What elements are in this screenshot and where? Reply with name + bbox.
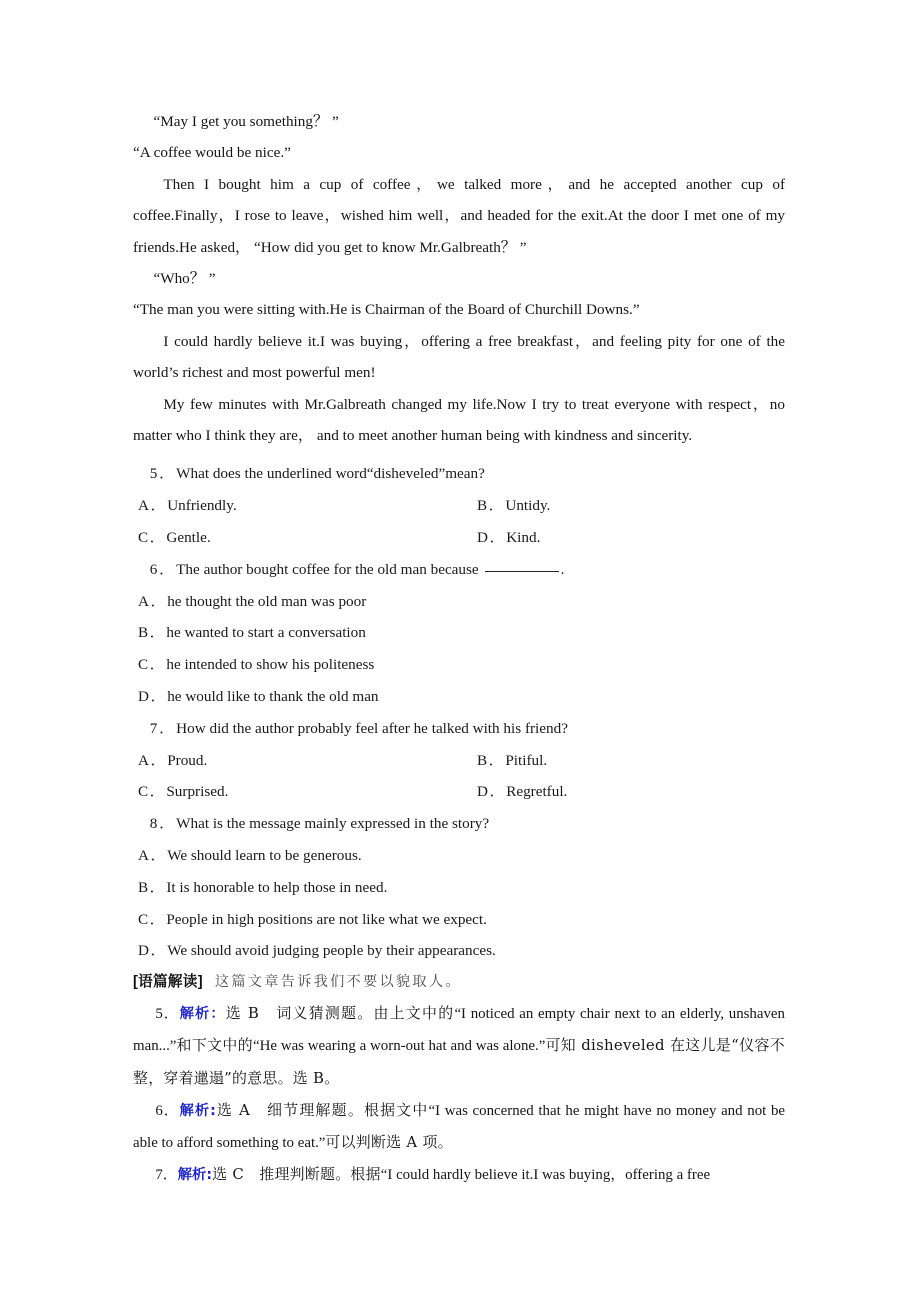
- option-text: Kind.: [506, 529, 541, 547]
- question-block-8: [133, 808, 785, 967]
- option-a[interactable]: [133, 490, 477, 522]
- passage-line: “May I get you something？ ”: [153, 113, 339, 130]
- option-text: Regretful.: [506, 783, 568, 801]
- option-letter: B．: [138, 878, 167, 896]
- explanation-quote-1: “I could hardly believe it.I was buying，offering a free: [380, 1167, 711, 1184]
- question-stem: [133, 713, 785, 745]
- option-d[interactable]: [133, 935, 785, 967]
- option-text: We should avoid judging people by their appearances.: [167, 942, 496, 960]
- explanation-tail: 可知 disheveled 在这儿是“仪容不整，穿着邋遢”的意思。选 B。: [133, 1036, 785, 1087]
- explanation-7: [133, 1159, 785, 1191]
- option-letter: C．: [138, 783, 167, 801]
- option-row: [133, 776, 785, 808]
- option-text: he would like to thank the old man: [167, 688, 379, 706]
- question-text: How did the author probably feel after he talked with his friend?: [176, 719, 568, 737]
- option-letter: B．: [477, 497, 506, 515]
- option-b[interactable]: [133, 617, 785, 649]
- option-letter: A．: [138, 847, 168, 865]
- option-text: Untidy.: [505, 497, 551, 515]
- option-b[interactable]: [133, 872, 785, 904]
- explanation-quote-1: “I was concerned that he might have no money and not be able to afford something to eat.”: [133, 1102, 785, 1152]
- passage-analysis-line: [133, 967, 785, 998]
- question-number: 5．: [149, 465, 177, 483]
- passage-line: “The man you were sitting with.He is Chairman of the Board of Churchill Downs.”: [133, 301, 640, 319]
- option-text: Gentle.: [166, 529, 211, 547]
- document-page: [133, 0, 785, 1302]
- explanation-number: 5．: [155, 1006, 180, 1023]
- option-text: We should learn to be generous.: [167, 847, 362, 865]
- option-letter: C．: [138, 910, 167, 928]
- explanation-number: 7．: [155, 1167, 178, 1184]
- option-a[interactable]: [133, 586, 785, 618]
- option-letter: B．: [138, 624, 167, 642]
- explanation-answer: 选 C 推理判断题。根据: [212, 1165, 381, 1184]
- explanation-6: [133, 1095, 785, 1159]
- question-text: The author bought coffee for the old man because: [176, 560, 479, 578]
- question-stem-tail: .: [560, 560, 565, 578]
- option-letter: D．: [138, 942, 168, 960]
- option-letter: A．: [138, 751, 168, 769]
- option-text: Proud.: [167, 751, 208, 769]
- question-number: 6．: [149, 560, 177, 578]
- option-row: [133, 745, 785, 777]
- explanation-5: [133, 998, 785, 1095]
- option-a[interactable]: [133, 745, 477, 777]
- question-number: 8．: [149, 815, 177, 833]
- question-block-7: [133, 713, 785, 808]
- answer-blank[interactable]: [485, 571, 559, 572]
- explanation-quote-2: “He was wearing a worn-out hat and was alone.”: [253, 1038, 546, 1055]
- explanation-label: 解析:: [177, 1167, 213, 1184]
- passage-line: Then I bought him a cup of coffee，we talked more，and he accepted another cup of coffee.Finally，I rose to leave，wished him well，and headed for the exit.At the door I met one of my friends.He asked， “How did you get to know Mr.Galbreath？ ”: [133, 175, 785, 256]
- explanation-mid: 和下文中的: [176, 1036, 254, 1055]
- question-stem: [133, 554, 785, 586]
- option-c[interactable]: [133, 522, 477, 554]
- option-letter: B．: [477, 751, 506, 769]
- option-c[interactable]: [133, 776, 477, 808]
- question-stem: [133, 458, 785, 490]
- option-text: It is honorable to help those in need.: [166, 878, 388, 896]
- option-text: Pitiful.: [505, 751, 548, 769]
- passage-analysis-text: 这篇文章告诉我们不要以貌取人。: [214, 974, 462, 991]
- passage-analysis-tag: [语篇解读]: [133, 974, 203, 991]
- question-block-5: [133, 458, 785, 553]
- explanation-answer: 选 A 细节理解题。根据文中: [215, 1100, 429, 1119]
- explanation-tail: 可以判断选 A 项。: [325, 1133, 453, 1152]
- option-d[interactable]: [477, 522, 540, 554]
- explanation-answer: 选 B 词义猜测题。由上文中的: [225, 1004, 455, 1023]
- option-b[interactable]: [477, 745, 547, 777]
- option-c[interactable]: [133, 904, 785, 936]
- passage-line: My few minutes with Mr.Galbreath changed my life.Now I try to treat everyone with respect，no matter who I think they are， and to meet another human being with kindness and sincerity.: [133, 395, 785, 445]
- question-text: What does the underlined word“disheveled”mean?: [176, 465, 485, 483]
- explanation-label: 解析：: [179, 1006, 226, 1023]
- option-letter: A．: [138, 497, 168, 515]
- option-letter: D．: [477, 529, 507, 547]
- option-d[interactable]: [133, 681, 785, 713]
- option-d[interactable]: [477, 776, 567, 808]
- option-row: [133, 522, 785, 554]
- option-text: People in high positions are not like what we expect.: [166, 910, 487, 928]
- option-a[interactable]: [133, 840, 785, 872]
- question-number: 7．: [149, 719, 177, 737]
- option-text: he wanted to start a conversation: [166, 624, 366, 642]
- passage-body: [133, 0, 785, 451]
- option-letter: A．: [138, 592, 168, 610]
- option-c[interactable]: [133, 649, 785, 681]
- option-text: he thought the old man was poor: [167, 592, 367, 610]
- option-text: he intended to show his politeness: [166, 656, 375, 674]
- option-letter: D．: [138, 688, 168, 706]
- question-stem: [133, 808, 785, 840]
- explanation-number: 6．: [155, 1102, 180, 1119]
- option-b[interactable]: [477, 490, 550, 522]
- passage-line: I could hardly believe it.I was buying，offering a free breakfast，and feeling pity for one of the world’s richest and most powerful men!: [133, 332, 785, 382]
- question-block-6: [133, 554, 785, 713]
- option-text: Unfriendly.: [167, 497, 237, 515]
- option-letter: D．: [477, 783, 507, 801]
- explanation-quote-1: “I noticed an empty chair next to an elderly, unshaven man...”: [133, 1006, 785, 1055]
- passage-line: “A coffee would be nice.”: [133, 144, 291, 162]
- passage-line: “Who？ ”: [153, 270, 216, 288]
- option-letter: C．: [138, 529, 167, 547]
- option-letter: C．: [138, 656, 167, 674]
- option-row: [133, 490, 785, 522]
- explanation-label: 解析:: [179, 1102, 216, 1119]
- option-text: Surprised.: [166, 783, 229, 801]
- question-text: What is the message mainly expressed in the story?: [176, 815, 490, 833]
